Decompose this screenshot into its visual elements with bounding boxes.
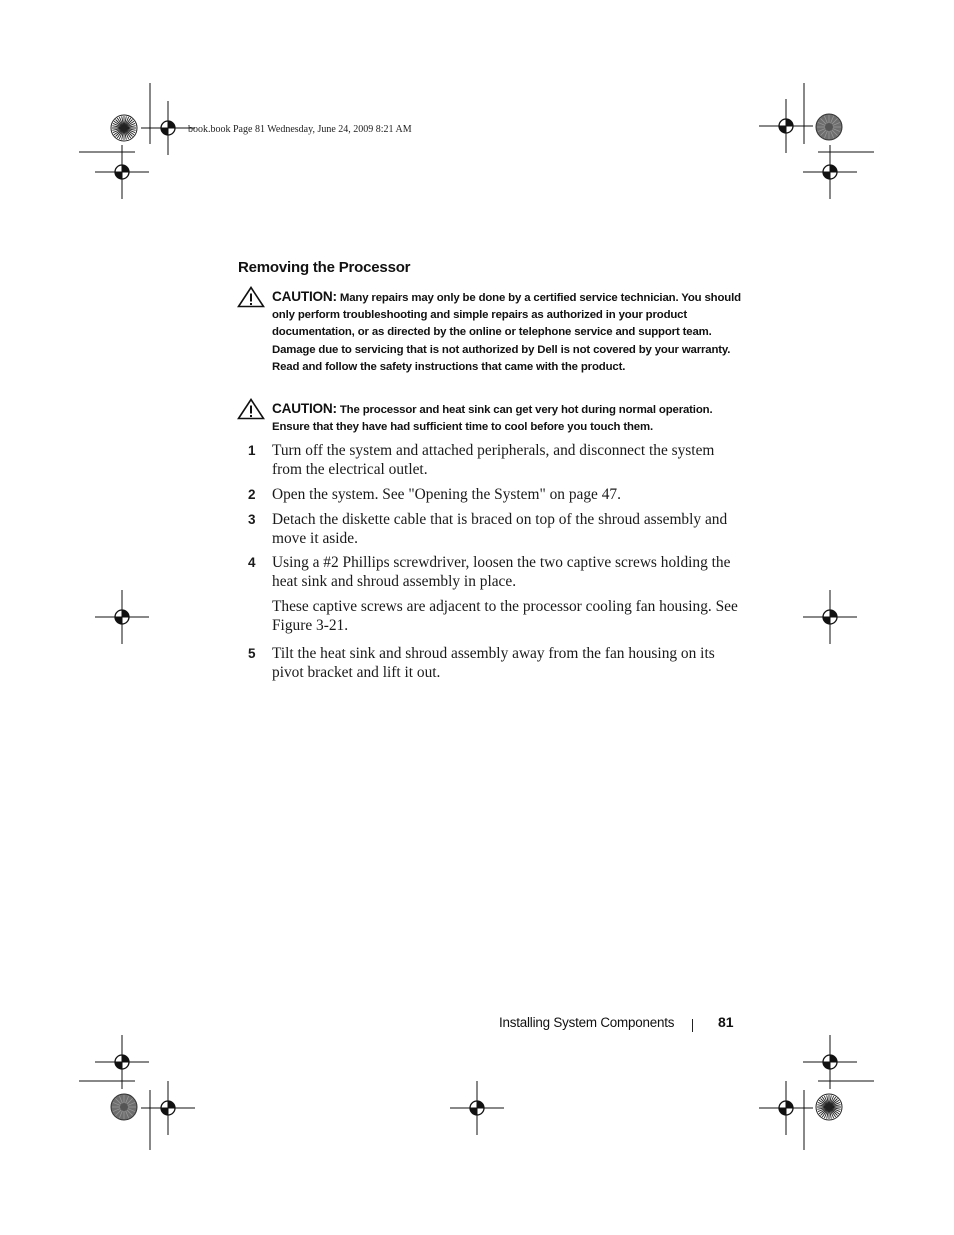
print-slug: book.book Page 81 Wednesday, June 24, 2009 8:21 AM — [188, 124, 412, 135]
footer-divider — [692, 1019, 693, 1032]
footer-section-title: Installing System Components — [499, 1015, 675, 1030]
step-number: 5 — [248, 646, 256, 661]
step-number: 4 — [248, 555, 256, 570]
step-text: Detach the diskette cable that is braced on top of the shroud assembly and move it aside. — [272, 511, 728, 547]
caution-notice — [272, 288, 742, 376]
step-number: 2 — [248, 487, 256, 502]
step-text: Open the system. See "Opening the System" on page 47. — [272, 486, 621, 503]
page-number: 81 — [718, 1014, 734, 1030]
caution-label: CAUTION: — [272, 401, 337, 416]
step-item — [238, 442, 748, 479]
caution-text: The processor and heat sink can get very hot during normal operation. Ensure that they have had sufficient time to cool before you touch them. — [272, 404, 713, 434]
step-item — [238, 645, 748, 682]
step-number: 1 — [248, 443, 256, 458]
step-note-text: These captive screws are adjacent to the processor cooling fan housing. See Figure 3-21. — [272, 598, 738, 634]
step-text: Tilt the heat sink and shroud assembly away from the fan housing on its pivot bracket and lift it out. — [272, 645, 715, 681]
warning-triangle-icon — [237, 286, 265, 308]
step-item — [238, 554, 748, 591]
caution-notice — [272, 400, 742, 436]
step-number: 3 — [248, 512, 256, 527]
step-text: Turn off the system and attached peripherals, and disconnect the system from the electrical outlet. — [272, 442, 715, 478]
step-item — [238, 511, 748, 548]
caution-label: CAUTION: — [272, 289, 337, 304]
step-item — [238, 486, 748, 505]
step-note — [238, 598, 748, 635]
section-heading: Removing the Processor — [238, 259, 411, 276]
warning-triangle-icon — [237, 398, 265, 420]
caution-text: Many repairs may only be done by a certified service technician. You should only perform troubleshooting and simple repairs as authorized in your product documentation, or as directed by the online or telephone service and support team. Damage due to servicing that is not authorized by Dell is not covered by your warranty. Read and follow the safety instructions that came with the product. — [272, 292, 741, 373]
step-text: Using a #2 Phillips screwdriver, loosen the two captive screws holding the heat sink and shroud assembly in place. — [272, 554, 731, 590]
